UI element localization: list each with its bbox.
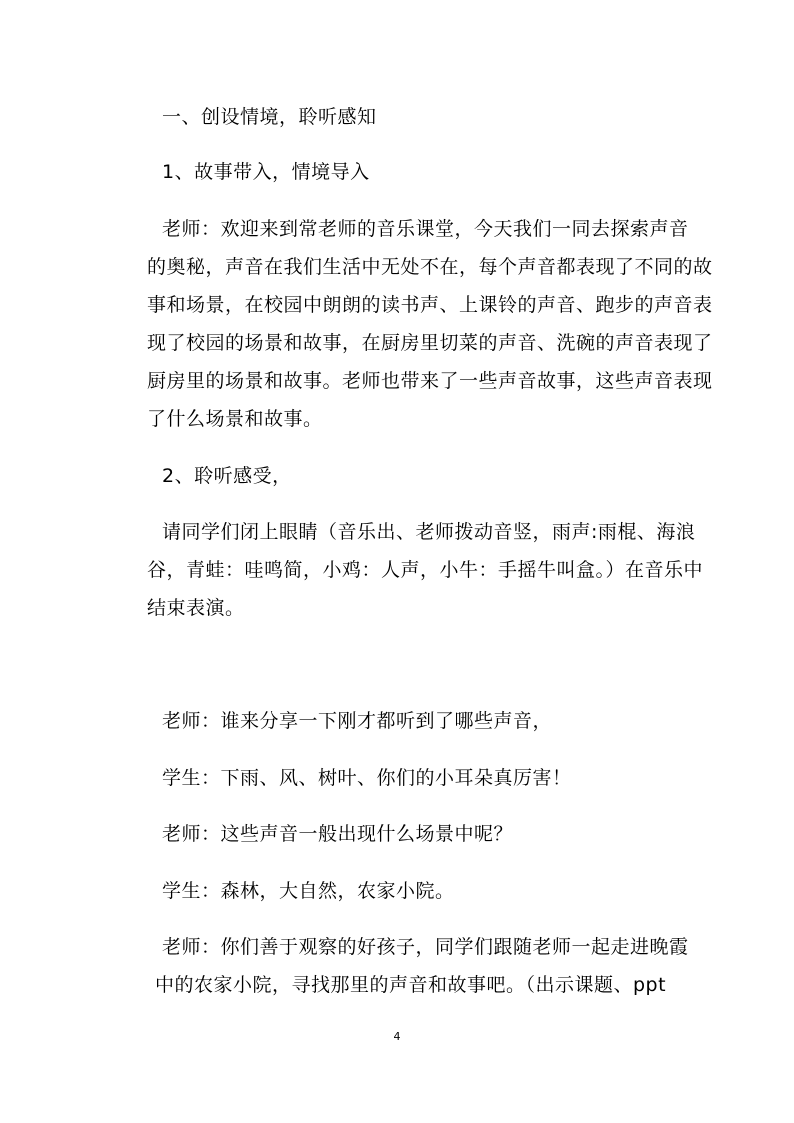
page-number: 4	[393, 1030, 401, 1043]
paragraph-1-line-3: 事和场景，在校园中朗朗的读书声、上课铃的声音、跑步的声音表	[147, 294, 713, 316]
subheading-2: 2、聆听感受，	[162, 465, 292, 487]
section-heading: 一、创设情境，聆听感知	[162, 106, 377, 128]
dialogue-line-2: 学生：下雨、风、树叶、你们的小耳朵真厉害！	[162, 767, 572, 789]
paragraph-1-line-4: 现了校园的场景和故事，在厨房里切菜的声音、洗碗的声音表现了	[147, 332, 713, 354]
paragraph-1-line-1: 老师：欢迎来到常老师的音乐课堂，今天我们一同去探索声音	[162, 218, 689, 240]
dialogue-line-1: 老师：谁来分享一下刚才都听到了哪些声音，	[162, 710, 553, 732]
dialogue-line-5: 老师：你们善于观察的好孩子，同学们跟随老师一起走进晚霞	[162, 936, 689, 958]
paragraph-1-line-5: 厨房里的场景和故事。老师也带来了一些声音故事，这些声音表现	[147, 370, 713, 392]
paragraph-2-line-2: 谷，青蛙：哇鸣简，小鸡：人声，小牛：手摇牛叫盒。）在音乐中	[147, 559, 704, 581]
dialogue-line-4: 学生：森林，大自然，农家小院。	[162, 880, 455, 902]
paragraph-2-line-3: 结束表演。	[147, 597, 245, 619]
dialogue-line-3: 老师：这些声音一般出现什么场景中呢？	[162, 823, 514, 845]
paragraph-2-line-1: 请同学们闭上眼睛（音乐出、老师拨动音竖，雨声:雨棍、海浪	[162, 521, 696, 543]
dialogue-line-6: 中的农家小院，寻找那里的声音和故事吧。（出示课题、ppt	[155, 974, 667, 996]
paragraph-1-line-6: 了什么场景和故事。	[147, 408, 323, 430]
paragraph-1-line-2: 的奥秘，声音在我们生活中无处不在，每个声音都表现了不同的故	[147, 256, 713, 278]
subheading-1: 1、故事带入，情境导入	[162, 161, 370, 183]
